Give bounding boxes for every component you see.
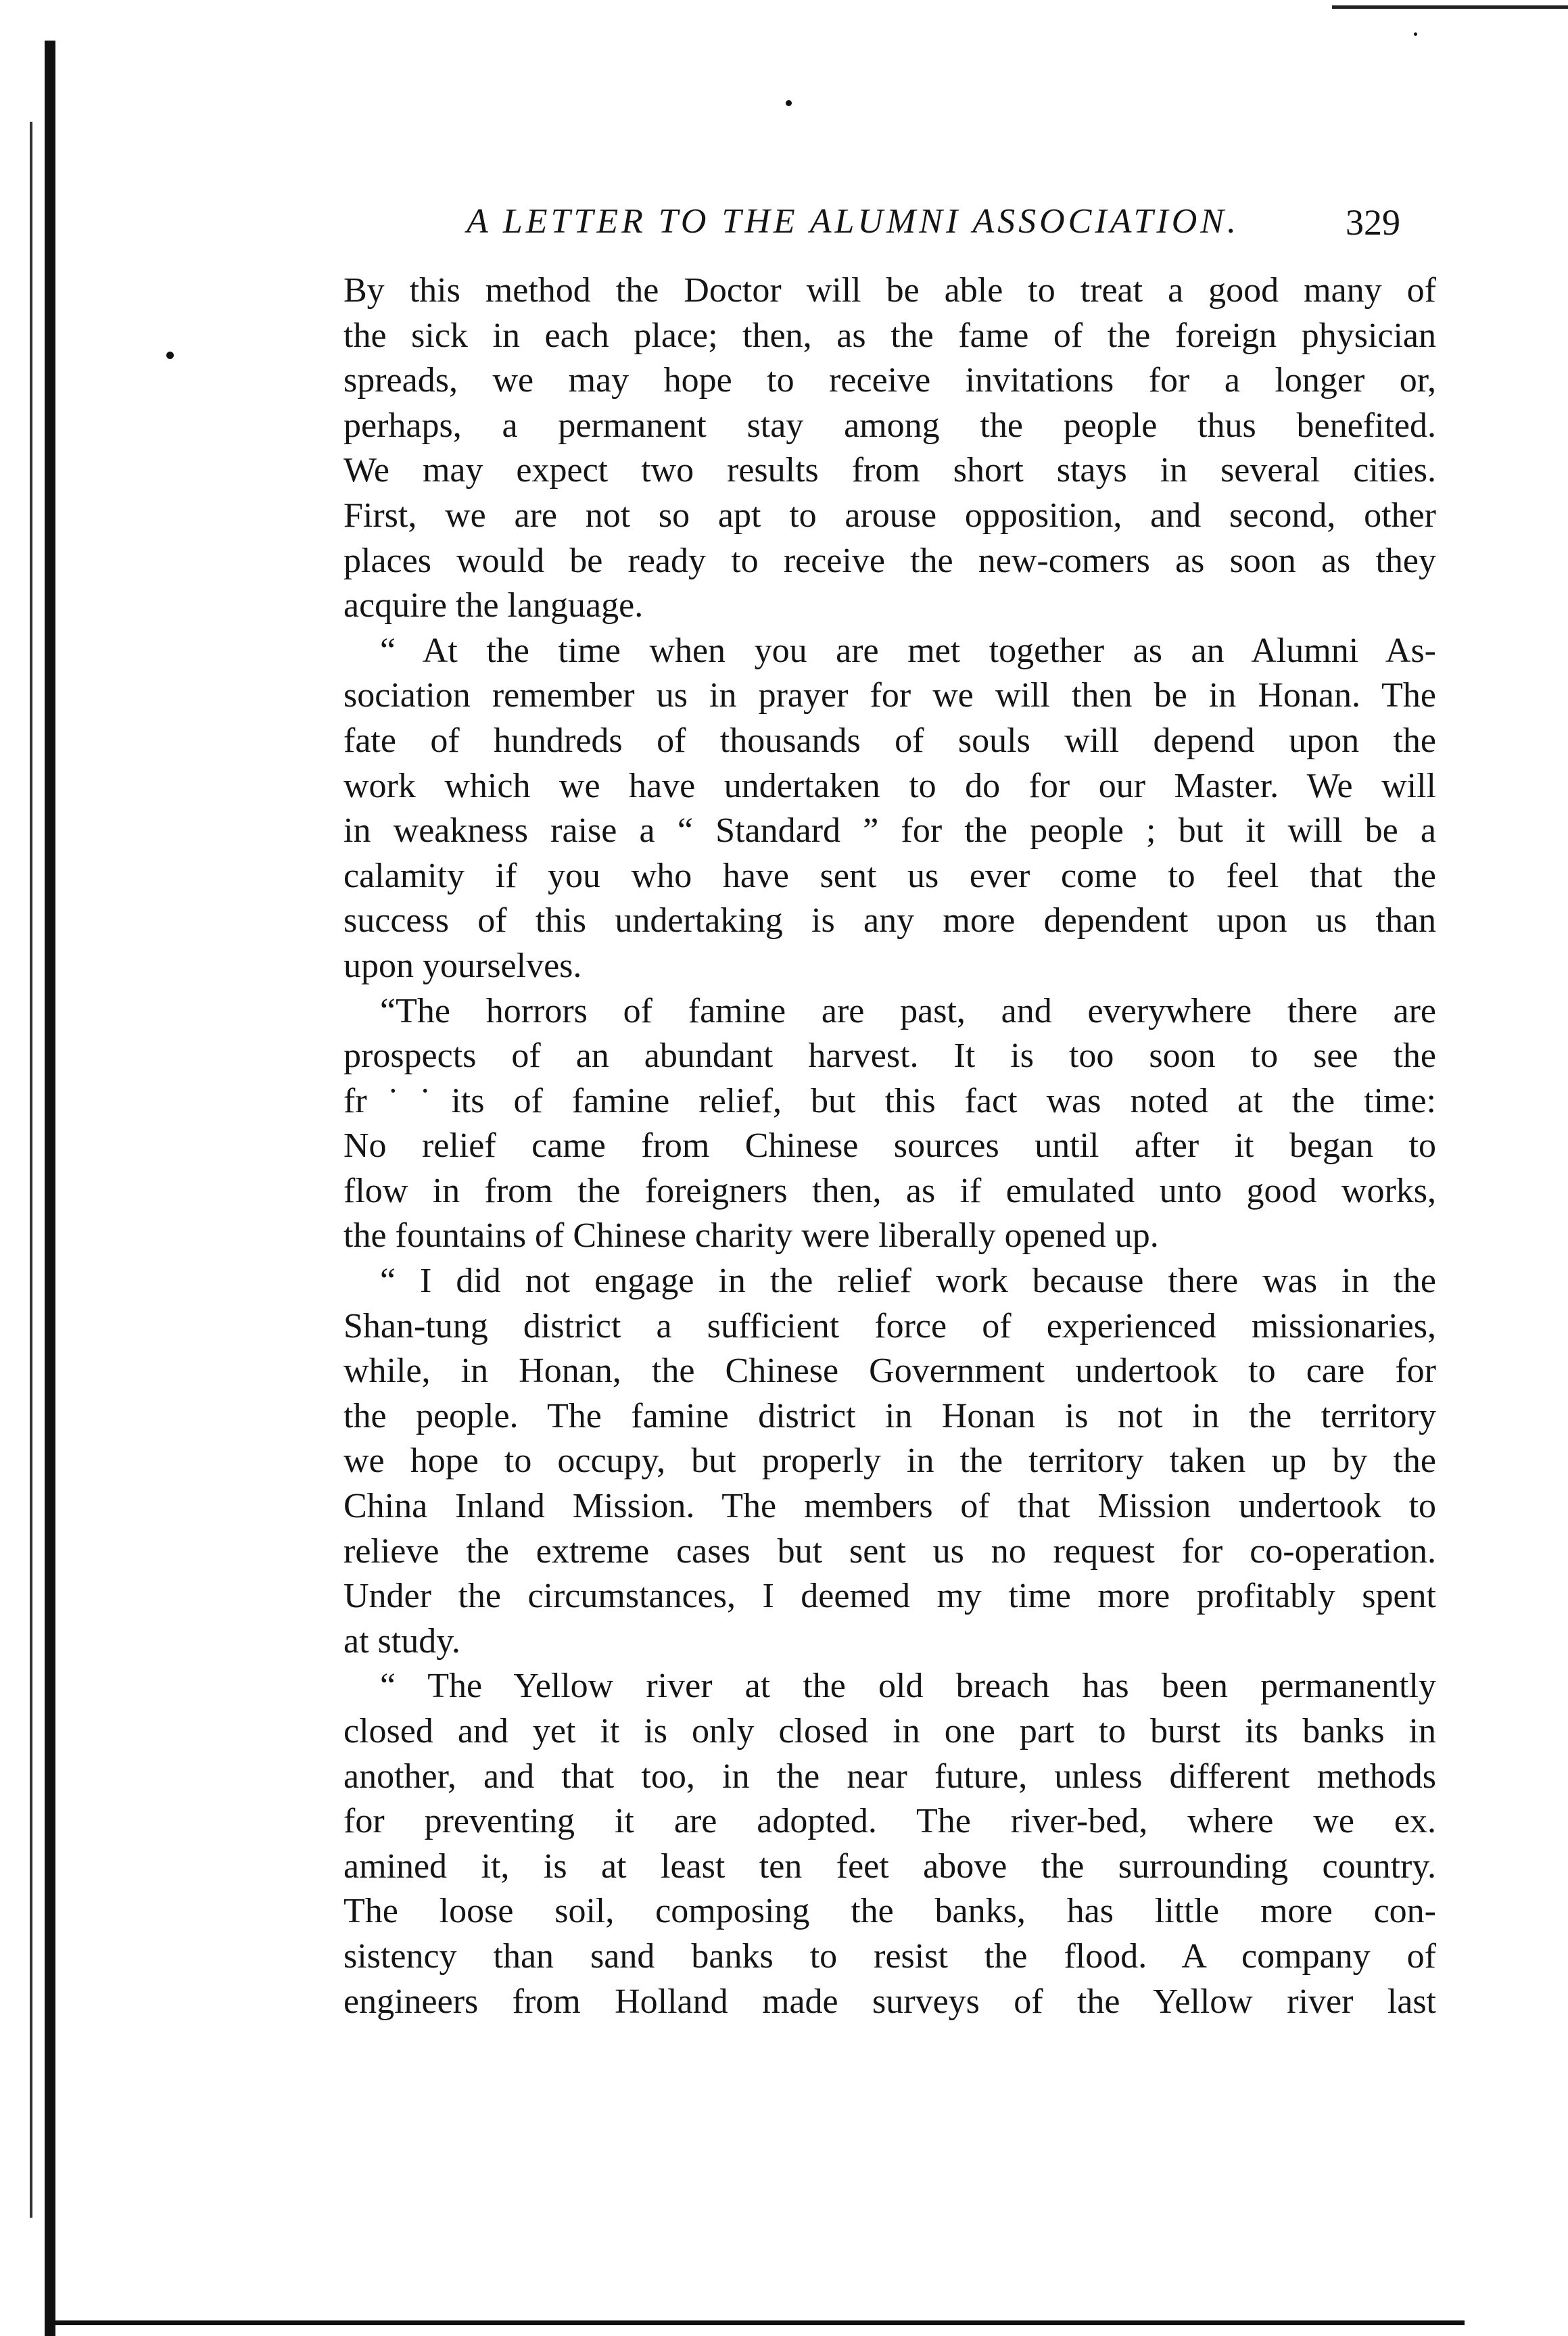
- text-line: closed and yet it is only closed in one part to burst its banks in: [343, 1712, 1436, 1750]
- text-line: “ At the time when you are met together as an Alumni As-: [380, 631, 1436, 670]
- text-line: we hope to occupy, but properly in the territory taken up by the: [343, 1441, 1436, 1481]
- text-line: sistency than sand banks to resist the flood. A company of: [343, 1936, 1436, 1976]
- page-number: 329: [1346, 202, 1400, 243]
- text-line: perhaps, a permanent stay among the people thus benefited.: [343, 406, 1436, 445]
- text-line: sociation remember us in prayer for we will then be in Honan. The: [343, 676, 1436, 715]
- text-line: By this method the Doctor will be able to treat a good many of: [343, 271, 1436, 310]
- text-line: fr˙˙its of famine relief, but this fact was noted at the time:: [343, 1081, 1436, 1120]
- text-line: spreads, we may hope to receive invitations for a longer or,: [343, 361, 1436, 400]
- text-line: China Inland Mission. The members of that Mission undertook to: [343, 1487, 1436, 1526]
- text-line: Under the circumstances, I deemed my time more profitably spent: [343, 1577, 1436, 1616]
- text-line: We may expect two results from short stays in several cities.: [343, 451, 1436, 490]
- text-line: acquire the language.: [343, 586, 644, 625]
- text-line: the fountains of Chinese charity were liberally opened up.: [343, 1216, 1159, 1256]
- text-line: upon yourselves.: [343, 946, 582, 985]
- text-line: “The horrors of famine are past, and everywhere there are: [380, 991, 1436, 1030]
- text-line: “ The Yellow river at the old breach has been permanently: [380, 1667, 1436, 1706]
- ink-speck: [1414, 32, 1417, 36]
- text-line: at study.: [343, 1621, 460, 1661]
- ink-speck: [166, 352, 174, 359]
- book-gutter-line: [30, 122, 32, 2218]
- text-line: engineers from Holland made surveys of the Yellow river last: [343, 1982, 1436, 2021]
- text-line: success of this undertaking is any more dependent upon us than: [343, 901, 1436, 940]
- scan-edge-rule: [1332, 5, 1568, 9]
- text-line: amined it, is at least ten feet above the surrounding country.: [343, 1846, 1436, 1886]
- text-line: in weakness raise a “ Standard ” for the people ; but it will be a: [343, 811, 1436, 851]
- text-line: the people. The famine district in Honan is not in the territory: [343, 1396, 1436, 1435]
- text-line: The loose soil, composing the banks, has little more con-: [343, 1892, 1436, 1931]
- text-line: fate of hundreds of thousands of souls will depend upon the: [343, 721, 1436, 760]
- text-line: Shan-tung district a sufficient force of experienced missionaries,: [343, 1306, 1436, 1345]
- text-line: flow in from the foreigners then, as if emulated unto good works,: [343, 1171, 1436, 1210]
- text-line: First, we are not so apt to arouse opposition, and second, other: [343, 496, 1436, 535]
- text-line: No relief came from Chinese sources until after it began to: [343, 1126, 1436, 1166]
- text-line: “ I did not engage in the relief work because there was in the: [380, 1262, 1436, 1301]
- text-line: places would be ready to receive the new-comers as soon as they: [343, 541, 1436, 580]
- ink-speck: [786, 100, 792, 106]
- scan-bottom-edge: [45, 2320, 1465, 2325]
- text-line: for preventing it are adopted. The river-bed, where we ex.: [343, 1802, 1436, 1841]
- text-line: relieve the extreme cases but sent us no request for co-operation.: [343, 1531, 1436, 1571]
- body-text: [343, 268, 1436, 2024]
- text-line: prospects of an abundant harvest. It is too soon to see the: [343, 1036, 1436, 1076]
- text-line: another, and that too, in the near future, unless different methods: [343, 1757, 1436, 1796]
- text-line: the sick in each place; then, as the fame of the foreign physician: [343, 316, 1436, 355]
- text-line: calamity if you who have sent us ever come to feel that the: [343, 856, 1436, 895]
- text-line: work which we have undertaken to do for our Master. We will: [343, 766, 1436, 805]
- text-line: while, in Honan, the Chinese Government undertook to care for: [343, 1352, 1436, 1391]
- running-head: A LETTER TO THE ALUMNI ASSOCIATION.: [467, 202, 1239, 241]
- book-spine-shadow: [45, 41, 55, 2336]
